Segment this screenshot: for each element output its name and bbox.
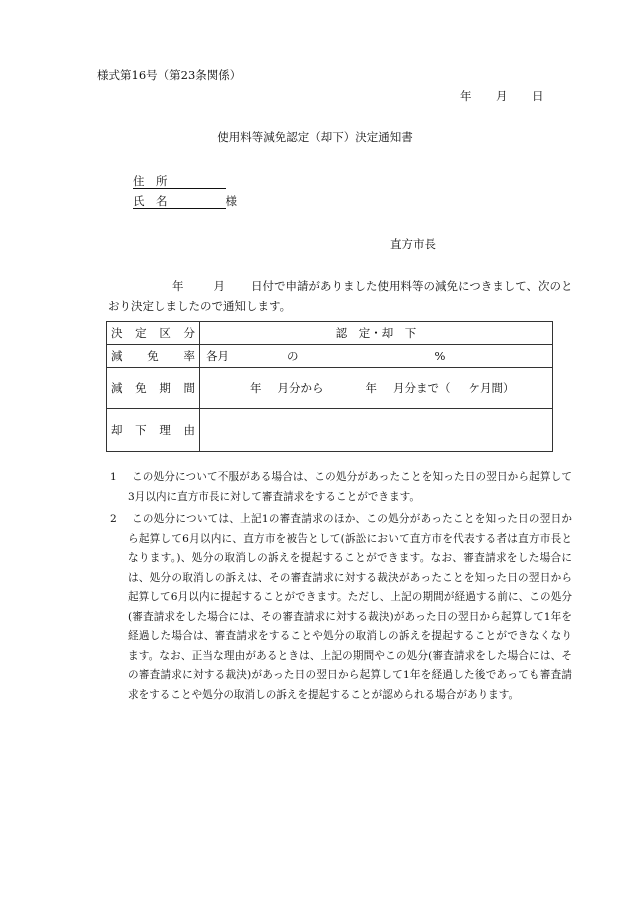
rate-mid: の bbox=[287, 349, 299, 363]
note-text: この処分について不服がある場合は、この処分があったことを知った日の翌日から起算して3月以内に直方市長に対して審査請求をすることができます。 bbox=[128, 471, 572, 503]
table-row bbox=[107, 368, 553, 409]
address-blank-line bbox=[168, 175, 226, 189]
reduction-period-value bbox=[200, 368, 553, 409]
notes-section bbox=[110, 468, 572, 708]
table-row bbox=[107, 322, 553, 345]
table-row bbox=[107, 409, 553, 452]
rate-prefix: 各月 bbox=[206, 349, 229, 363]
reduction-rate-value bbox=[200, 345, 553, 368]
note-number: 1 bbox=[110, 471, 117, 483]
honorific: 様 bbox=[225, 194, 237, 208]
period-p4: 月分まで（ bbox=[393, 381, 451, 395]
address-label: 住 所 bbox=[133, 174, 168, 188]
intro-paragraph bbox=[108, 276, 578, 316]
table-row bbox=[107, 345, 553, 368]
note-item bbox=[110, 510, 572, 705]
name-blank-line bbox=[168, 195, 226, 209]
intro-year: 年 bbox=[172, 279, 184, 293]
decision-type-value: 認 定・却 下 bbox=[200, 322, 553, 345]
name-label: 氏 名 bbox=[133, 194, 168, 208]
date-line bbox=[460, 88, 544, 104]
rejection-reason-value bbox=[200, 409, 553, 452]
date-day: 日 bbox=[532, 89, 544, 103]
note-number: 2 bbox=[110, 513, 117, 525]
address-row bbox=[133, 173, 226, 189]
form-number: 様式第16号（第23条関係） bbox=[97, 68, 242, 82]
period-p2: 月分から bbox=[277, 381, 324, 395]
label-decision-type-text: 決 定 区 分 bbox=[111, 326, 195, 340]
label-reduction-rate: 減 免 率 bbox=[107, 345, 200, 368]
name-row bbox=[133, 193, 237, 209]
note-text: この処分については、上記1の審査請求のほか、この処分があったことを知った日の翌日から起算して6月以内に、直方市を被告として(訴訟において直方市を代表する者は直方市長となります。)、処分の取消しの訴えを提起することができます。なお、審査請求をした場合には、処分の取消しの訴えは、その審査請求に対する裁決があったことを知った日の翌日から起算して6月以内に提起することができます。ただし、上記の期間が経過する前に、この処分(審査請求をした場合には、その審査請求に対する裁決)があった日の翌日から起算して1年を経過した場合は、審査請求をすることや処分の取消しの訴えを提起することができなくなります。なお、正当な理由があるときは、上記の期間やこの処分(審査請求をした場合には、その審査請求に対する裁決)があった日の翌日から起算して1年を経過した後であっても審査請求をすることや処分の取消しの訴えを提起することが認められる場合があります。 bbox=[128, 513, 572, 701]
period-p5: ケ月間） bbox=[468, 381, 515, 395]
document-title: 使用料等減免認定（却下）決定通知書 bbox=[217, 130, 413, 144]
intro-month: 月 bbox=[213, 279, 225, 293]
period-p1: 年 bbox=[250, 381, 262, 395]
label-rejection-reason: 却 下 理 由 bbox=[107, 409, 200, 452]
issuer: 直方市長 bbox=[390, 237, 436, 251]
label-decision-type bbox=[107, 322, 200, 345]
label-reduction-period: 減 免 期 間 bbox=[107, 368, 200, 409]
rate-suffix: % bbox=[434, 349, 446, 363]
decision-table bbox=[106, 321, 553, 452]
date-year: 年 bbox=[460, 89, 472, 103]
date-month: 月 bbox=[496, 89, 508, 103]
intro-text: 日付で申請がありました使用料等の減免につきまして、次のとおり決定しましたので通知します。 bbox=[108, 279, 573, 313]
note-item bbox=[110, 468, 572, 507]
period-p3: 年 bbox=[365, 381, 377, 395]
